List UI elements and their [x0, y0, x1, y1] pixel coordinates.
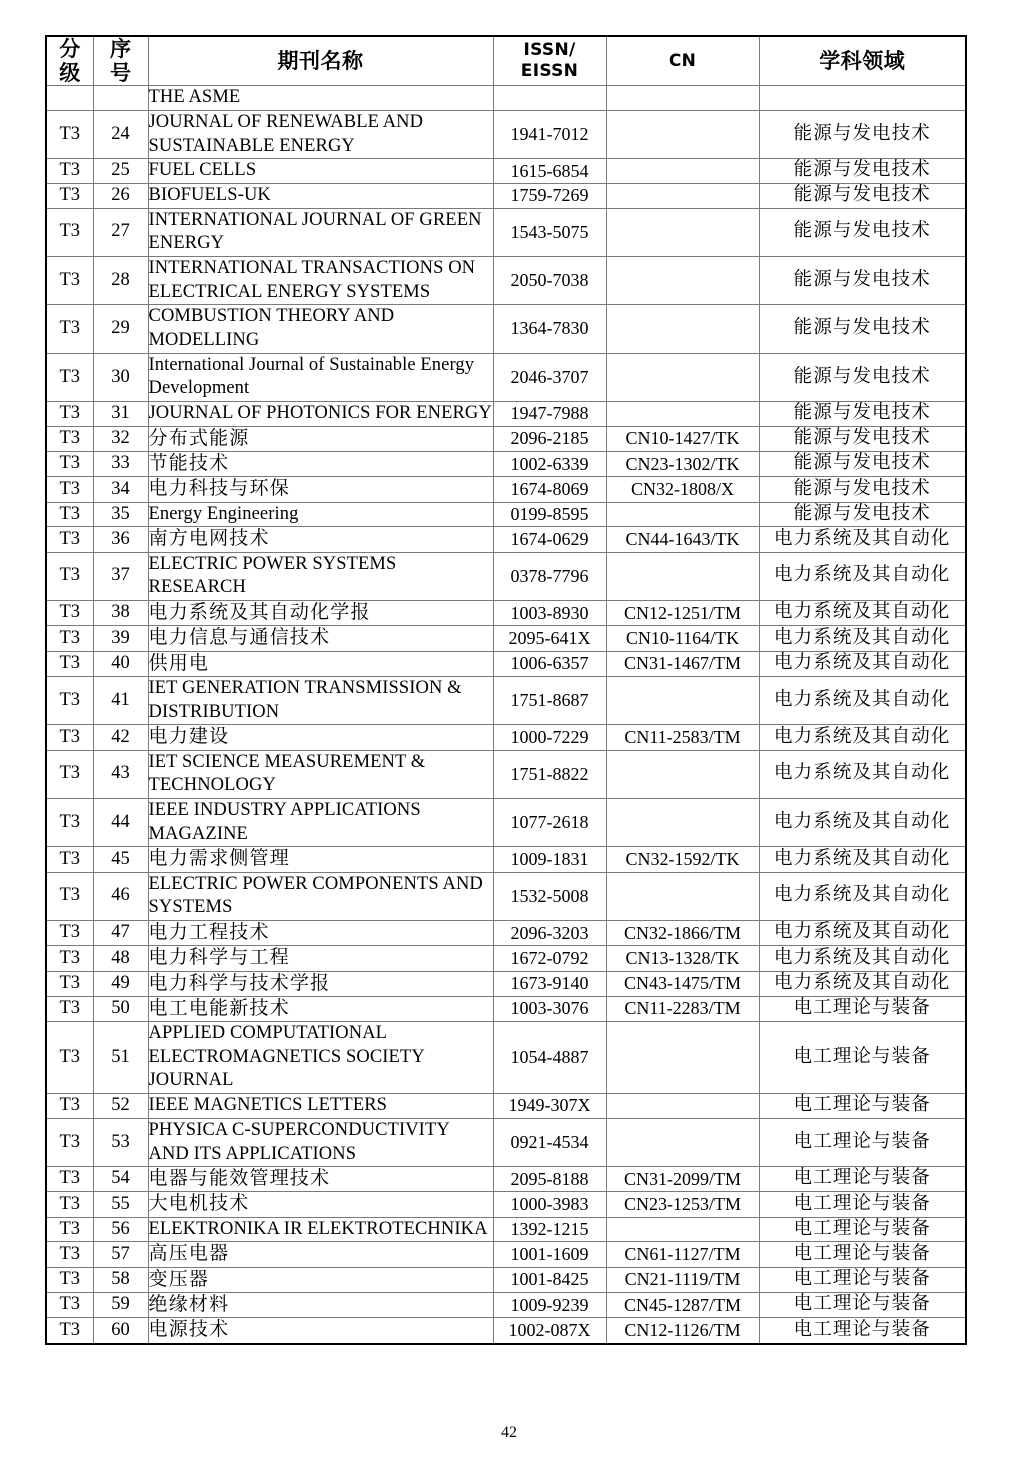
cell-cn: [606, 798, 759, 846]
cell-cn: [606, 402, 759, 427]
table-row: [46, 750, 966, 798]
cell-cn: [606, 676, 759, 724]
cell-sequence: 54: [93, 1167, 148, 1192]
cell-cn: CN10-1427/TK: [606, 426, 759, 451]
table-row: [46, 402, 966, 427]
cell-grade: T3: [46, 426, 93, 451]
cell-journal-name: ELECTRIC POWER SYSTEMS RESEARCH: [148, 552, 493, 600]
cell-sequence: 57: [93, 1242, 148, 1267]
cell-issn: 1009-9239: [493, 1293, 606, 1318]
cell-cn: [606, 1217, 759, 1242]
cell-issn: 1003-8930: [493, 600, 606, 625]
cell-sequence: 35: [93, 502, 148, 527]
cell-sequence: 24: [93, 110, 148, 158]
cell-journal-name: IEEE INDUSTRY APPLICATIONS MAGAZINE: [148, 798, 493, 846]
cell-grade: T3: [46, 1217, 93, 1242]
cell-cn: CN11-2283/TM: [606, 996, 759, 1021]
cell-issn: 0378-7796: [493, 552, 606, 600]
cell-grade: T3: [46, 477, 93, 502]
cell-journal-name: IET GENERATION TRANSMISSION & DISTRIBUTION: [148, 676, 493, 724]
cell-cn: [606, 872, 759, 920]
cell-field: 电工理论与装备: [759, 1242, 966, 1267]
cell-field: 电力系统及其自动化: [759, 872, 966, 920]
cell-sequence: 56: [93, 1217, 148, 1242]
cell-grade: T3: [46, 626, 93, 651]
cell-grade: T3: [46, 676, 93, 724]
cell-sequence: 45: [93, 847, 148, 872]
table-row: [46, 208, 966, 256]
cell-sequence: 53: [93, 1118, 148, 1166]
cell-journal-name: 电力科学与工程: [148, 946, 493, 971]
cell-sequence: 51: [93, 1022, 148, 1094]
cell-field: 电工理论与装备: [759, 1022, 966, 1094]
cell-grade: T3: [46, 353, 93, 401]
cell-journal-name: APPLIED COMPUTATIONAL ELECTROMAGNETICS SOCIETY JOURNAL: [148, 1022, 493, 1094]
cell-journal-name: PHYSICA C-SUPERCONDUCTIVITY AND ITS APPLICATIONS: [148, 1118, 493, 1166]
cell-issn: 0199-8595: [493, 502, 606, 527]
cell-field: 电工理论与装备: [759, 1094, 966, 1119]
cell-field: [759, 86, 966, 111]
cell-grade: T3: [46, 1094, 93, 1119]
cell-issn: 1615-6854: [493, 159, 606, 184]
cell-grade: T3: [46, 725, 93, 750]
cell-journal-name: 分布式能源: [148, 426, 493, 451]
table-row: [46, 1242, 966, 1267]
cell-journal-name: Energy Engineering: [148, 502, 493, 527]
cell-sequence: 29: [93, 305, 148, 353]
column-header-grade-line1: 分: [59, 37, 81, 61]
table-row: [46, 1022, 966, 1094]
cell-field: 能源与发电技术: [759, 256, 966, 304]
cell-field: 电力系统及其自动化: [759, 920, 966, 945]
cell-journal-name: International Journal of Sustainable Energy Development: [148, 353, 493, 401]
cell-cn: CN13-1328/TK: [606, 946, 759, 971]
page-number: 42: [501, 1424, 517, 1441]
cell-sequence: 48: [93, 946, 148, 971]
journal-list-table: [45, 35, 967, 1345]
cell-field: 电工理论与装备: [759, 1192, 966, 1217]
cell-grade: T3: [46, 798, 93, 846]
cell-cn: [606, 256, 759, 304]
cell-cn: [606, 183, 759, 208]
cell-field: 电力系统及其自动化: [759, 600, 966, 625]
cell-field: 电力系统及其自动化: [759, 552, 966, 600]
cell-field: 能源与发电技术: [759, 305, 966, 353]
table-row: [46, 353, 966, 401]
table-row: [46, 552, 966, 600]
cell-field: 电力系统及其自动化: [759, 527, 966, 552]
cell-grade: T3: [46, 183, 93, 208]
cell-sequence: 34: [93, 477, 148, 502]
cell-journal-name: ELEKTRONIKA IR ELEKTROTECHNIKA: [148, 1217, 493, 1242]
cell-grade: T3: [46, 1318, 93, 1344]
cell-issn: 1009-1831: [493, 847, 606, 872]
cell-cn: CN32-1808/X: [606, 477, 759, 502]
cell-journal-name: FUEL CELLS: [148, 159, 493, 184]
table-row: [46, 1267, 966, 1292]
cell-issn: 1674-8069: [493, 477, 606, 502]
cell-grade: T3: [46, 750, 93, 798]
cell-journal-name: 大电机技术: [148, 1192, 493, 1217]
cell-field: 电力系统及其自动化: [759, 651, 966, 676]
cell-journal-name: 电力工程技术: [148, 920, 493, 945]
cell-journal-name: 电源技术: [148, 1318, 493, 1344]
cell-sequence: [93, 86, 148, 111]
cell-grade: T3: [46, 1022, 93, 1094]
cell-grade: T3: [46, 600, 93, 625]
cell-cn: CN32-1866/TM: [606, 920, 759, 945]
cell-sequence: 55: [93, 1192, 148, 1217]
cell-cn: [606, 305, 759, 353]
cell-sequence: 30: [93, 353, 148, 401]
cell-field: 电力系统及其自动化: [759, 626, 966, 651]
cell-journal-name: IEEE MAGNETICS LETTERS: [148, 1094, 493, 1119]
cell-grade: T3: [46, 527, 93, 552]
cell-issn: 1392-1215: [493, 1217, 606, 1242]
cell-issn: 1941-7012: [493, 110, 606, 158]
cell-sequence: 46: [93, 872, 148, 920]
table-row: [46, 527, 966, 552]
cell-issn: 1674-0629: [493, 527, 606, 552]
cell-sequence: 42: [93, 725, 148, 750]
cell-sequence: 43: [93, 750, 148, 798]
table-row: [46, 1217, 966, 1242]
table-row: [46, 872, 966, 920]
cell-journal-name: COMBUSTION THEORY AND MODELLING: [148, 305, 493, 353]
cell-journal-name: 电器与能效管理技术: [148, 1167, 493, 1192]
column-header-sequence-line2: 号: [110, 61, 131, 86]
cell-grade: T3: [46, 996, 93, 1021]
column-header-journal-name: 期刊名称: [148, 36, 493, 86]
cell-cn: CN61-1127/TM: [606, 1242, 759, 1267]
cell-cn: [606, 750, 759, 798]
cell-field: 电工理论与装备: [759, 1118, 966, 1166]
cell-field: 电力系统及其自动化: [759, 798, 966, 846]
cell-journal-name: BIOFUELS-UK: [148, 183, 493, 208]
cell-cn: CN12-1251/TM: [606, 600, 759, 625]
cell-issn: 2046-3707: [493, 353, 606, 401]
table-row: [46, 1318, 966, 1344]
cell-sequence: 36: [93, 527, 148, 552]
cell-grade: T3: [46, 1242, 93, 1267]
cell-sequence: 60: [93, 1318, 148, 1344]
cell-grade: T3: [46, 1293, 93, 1318]
cell-journal-name: 供用电: [148, 651, 493, 676]
cell-field: 能源与发电技术: [759, 159, 966, 184]
cell-journal-name: 变压器: [148, 1267, 493, 1292]
cell-cn: [606, 208, 759, 256]
table-row: [46, 1192, 966, 1217]
cell-grade: T3: [46, 971, 93, 996]
cell-cn: CN10-1164/TK: [606, 626, 759, 651]
cell-issn: 1001-8425: [493, 1267, 606, 1292]
cell-field: 能源与发电技术: [759, 477, 966, 502]
table-row: [46, 110, 966, 158]
cell-cn: [606, 1094, 759, 1119]
cell-field: 能源与发电技术: [759, 183, 966, 208]
cell-field: 电力系统及其自动化: [759, 676, 966, 724]
column-header-issn: [493, 36, 606, 86]
cell-field: 能源与发电技术: [759, 402, 966, 427]
cell-issn: 1759-7269: [493, 183, 606, 208]
cell-field: 能源与发电技术: [759, 110, 966, 158]
cell-issn: 1000-7229: [493, 725, 606, 750]
cell-journal-name: 电力科技与环保: [148, 477, 493, 502]
table-row: [46, 183, 966, 208]
cell-grade: T3: [46, 1192, 93, 1217]
cell-cn: CN31-2099/TM: [606, 1167, 759, 1192]
cell-grade: T3: [46, 110, 93, 158]
table-row: [46, 1167, 966, 1192]
cell-issn: 1947-7988: [493, 402, 606, 427]
cell-cn: [606, 552, 759, 600]
cell-sequence: 52: [93, 1094, 148, 1119]
header-row: [46, 36, 966, 86]
table-row: [46, 256, 966, 304]
cell-cn: [606, 353, 759, 401]
cell-issn: 1001-1609: [493, 1242, 606, 1267]
table-row: [46, 1118, 966, 1166]
table-row: [46, 600, 966, 625]
cell-journal-name: 电力信息与通信技术: [148, 626, 493, 651]
cell-field: 电力系统及其自动化: [759, 946, 966, 971]
table-row: [46, 725, 966, 750]
cell-cn: CN43-1475/TM: [606, 971, 759, 996]
cell-grade: T3: [46, 847, 93, 872]
cell-issn: 1003-3076: [493, 996, 606, 1021]
cell-issn: 0921-4534: [493, 1118, 606, 1166]
cell-sequence: 26: [93, 183, 148, 208]
column-header-field: 学科领域: [759, 36, 966, 86]
table-row: [46, 426, 966, 451]
cell-sequence: 38: [93, 600, 148, 625]
cell-journal-name: 电力系统及其自动化学报: [148, 600, 493, 625]
cell-sequence: 40: [93, 651, 148, 676]
cell-cn: [606, 86, 759, 111]
table-row: [46, 971, 966, 996]
cell-field: 电工理论与装备: [759, 1267, 966, 1292]
cell-grade: T3: [46, 1267, 93, 1292]
cell-issn: 1002-6339: [493, 452, 606, 477]
cell-journal-name: 南方电网技术: [148, 527, 493, 552]
cell-field: 能源与发电技术: [759, 502, 966, 527]
cell-field: 电工理论与装备: [759, 1167, 966, 1192]
cell-sequence: 37: [93, 552, 148, 600]
cell-sequence: 50: [93, 996, 148, 1021]
cell-cn: CN11-2583/TM: [606, 725, 759, 750]
cell-cn: [606, 502, 759, 527]
cell-grade: T3: [46, 920, 93, 945]
cell-field: 电工理论与装备: [759, 1318, 966, 1344]
cell-grade: T3: [46, 208, 93, 256]
cell-cn: CN44-1643/TK: [606, 527, 759, 552]
table-row: [46, 305, 966, 353]
table-row: [46, 477, 966, 502]
table-row: [46, 1094, 966, 1119]
cell-journal-name: JOURNAL OF PHOTONICS FOR ENERGY: [148, 402, 493, 427]
cell-journal-name: 电力需求侧管理: [148, 847, 493, 872]
cell-cn: [606, 1118, 759, 1166]
table-row: [46, 996, 966, 1021]
cell-journal-name: 电力科学与技术学报: [148, 971, 493, 996]
cell-grade: T3: [46, 872, 93, 920]
cell-issn: 2096-3203: [493, 920, 606, 945]
cell-journal-name: 电力建设: [148, 725, 493, 750]
cell-sequence: 41: [93, 676, 148, 724]
cell-field: 能源与发电技术: [759, 353, 966, 401]
table-row: [46, 626, 966, 651]
cell-grade: T3: [46, 159, 93, 184]
cell-journal-name: INTERNATIONAL JOURNAL OF GREEN ENERGY: [148, 208, 493, 256]
table-row: [46, 452, 966, 477]
cell-grade: T3: [46, 256, 93, 304]
cell-issn: 2095-641X: [493, 626, 606, 651]
cell-journal-name: JOURNAL OF RENEWABLE AND SUSTAINABLE ENERGY: [148, 110, 493, 158]
cell-issn: 2096-2185: [493, 426, 606, 451]
table-body: [46, 86, 966, 1344]
cell-journal-name: IET SCIENCE MEASUREMENT & TECHNOLOGY: [148, 750, 493, 798]
cell-issn: 1364-7830: [493, 305, 606, 353]
cell-field: 能源与发电技术: [759, 452, 966, 477]
cell-field: 电力系统及其自动化: [759, 750, 966, 798]
cell-cn: CN23-1253/TM: [606, 1192, 759, 1217]
cell-sequence: 25: [93, 159, 148, 184]
cell-issn: 1673-9140: [493, 971, 606, 996]
column-header-issn-line1: ISSN/: [523, 39, 576, 60]
table-row: [46, 847, 966, 872]
cell-cn: [606, 1022, 759, 1094]
cell-sequence: 28: [93, 256, 148, 304]
cell-sequence: 32: [93, 426, 148, 451]
cell-field: 电工理论与装备: [759, 996, 966, 1021]
cell-cn: CN32-1592/TK: [606, 847, 759, 872]
cell-field: 电力系统及其自动化: [759, 725, 966, 750]
cell-journal-name: 节能技术: [148, 452, 493, 477]
table-row: [46, 676, 966, 724]
cell-issn: 1002-087X: [493, 1318, 606, 1344]
cell-cn: [606, 159, 759, 184]
cell-issn: 1672-0792: [493, 946, 606, 971]
cell-sequence: 59: [93, 1293, 148, 1318]
column-header-cn: CN: [606, 36, 759, 86]
cell-sequence: 33: [93, 452, 148, 477]
cell-cn: [606, 110, 759, 158]
cell-journal-name: ELECTRIC POWER COMPONENTS AND SYSTEMS: [148, 872, 493, 920]
cell-field: 能源与发电技术: [759, 208, 966, 256]
cell-grade: T3: [46, 651, 93, 676]
cell-grade: [46, 86, 93, 111]
cell-cn: CN23-1302/TK: [606, 452, 759, 477]
cell-grade: T3: [46, 946, 93, 971]
cell-grade: T3: [46, 305, 93, 353]
cell-sequence: 39: [93, 626, 148, 651]
cell-sequence: 27: [93, 208, 148, 256]
table-row: [46, 920, 966, 945]
cell-journal-name: 高压电器: [148, 1242, 493, 1267]
cell-cn: CN12-1126/TM: [606, 1318, 759, 1344]
cell-issn: 1751-8822: [493, 750, 606, 798]
table-row: [46, 798, 966, 846]
table-header: [46, 36, 966, 86]
column-header-sequence: [93, 36, 148, 86]
cell-grade: T3: [46, 402, 93, 427]
cell-field: 能源与发电技术: [759, 426, 966, 451]
cell-issn: 1751-8687: [493, 676, 606, 724]
cell-issn: 1077-2618: [493, 798, 606, 846]
column-header-grade: [46, 36, 93, 86]
table-row: [46, 651, 966, 676]
table-row: [46, 502, 966, 527]
cell-issn: 2095-8188: [493, 1167, 606, 1192]
table-row: [46, 86, 966, 111]
cell-issn: 1532-5008: [493, 872, 606, 920]
cell-cn: CN31-1467/TM: [606, 651, 759, 676]
cell-field: 电力系统及其自动化: [759, 971, 966, 996]
cell-issn: 1006-6357: [493, 651, 606, 676]
cell-grade: T3: [46, 1167, 93, 1192]
cell-sequence: 58: [93, 1267, 148, 1292]
cell-sequence: 47: [93, 920, 148, 945]
column-header-grade-line2: 级: [59, 61, 81, 86]
table-row: [46, 946, 966, 971]
table-row: [46, 1293, 966, 1318]
cell-grade: T3: [46, 452, 93, 477]
cell-issn: 1054-4887: [493, 1022, 606, 1094]
cell-cn: CN21-1119/TM: [606, 1267, 759, 1292]
cell-grade: T3: [46, 552, 93, 600]
cell-journal-name: INTERNATIONAL TRANSACTIONS ON ELECTRICAL ENERGY SYSTEMS: [148, 256, 493, 304]
cell-issn: 1000-3983: [493, 1192, 606, 1217]
table-row: [46, 159, 966, 184]
column-header-sequence-line1: 序: [110, 37, 131, 61]
cell-journal-name: 电工电能新技术: [148, 996, 493, 1021]
column-header-issn-line2: EISSN: [520, 61, 579, 82]
cell-journal-name: 绝缘材料: [148, 1293, 493, 1318]
cell-grade: T3: [46, 1118, 93, 1166]
cell-issn: [493, 86, 606, 111]
cell-field: 电工理论与装备: [759, 1293, 966, 1318]
cell-sequence: 31: [93, 402, 148, 427]
cell-issn: 1543-5075: [493, 208, 606, 256]
cell-field: 电工理论与装备: [759, 1217, 966, 1242]
cell-issn: 1949-307X: [493, 1094, 606, 1119]
cell-journal-name: THE ASME: [148, 86, 493, 111]
cell-issn: 2050-7038: [493, 256, 606, 304]
cell-sequence: 49: [93, 971, 148, 996]
cell-sequence: 44: [93, 798, 148, 846]
cell-grade: T3: [46, 502, 93, 527]
cell-cn: CN45-1287/TM: [606, 1293, 759, 1318]
cell-field: 电力系统及其自动化: [759, 847, 966, 872]
